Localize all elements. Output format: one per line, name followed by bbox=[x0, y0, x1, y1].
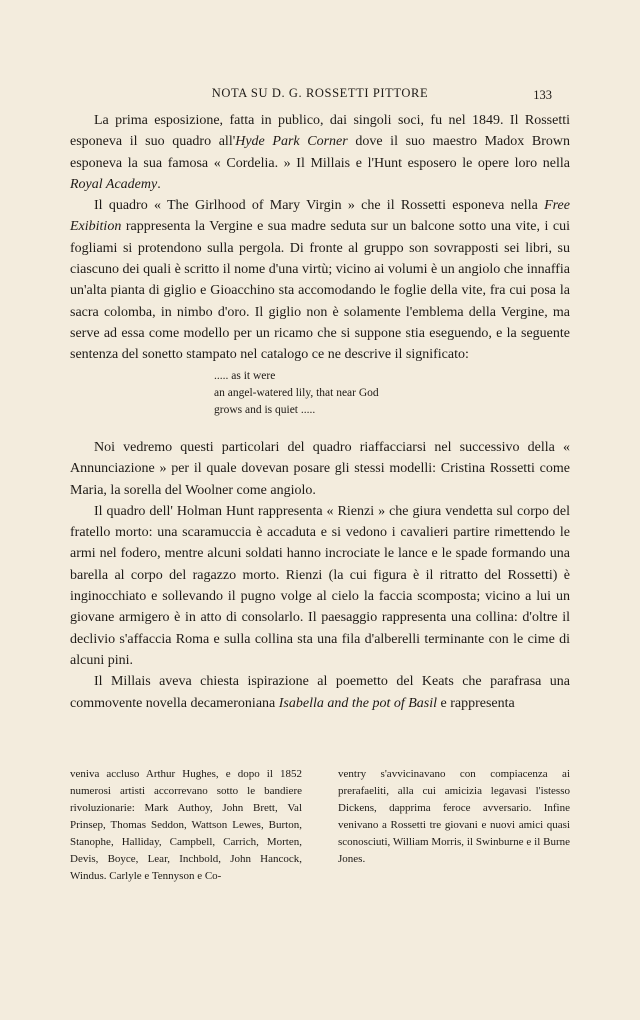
italic-title-hyde-park-corner: Hyde Park Corner bbox=[235, 134, 348, 150]
text-run: Il Millais aveva chiesta ispirazione al poemetto del Keats che parafrasa una commovente novella decameroniana bbox=[70, 674, 570, 711]
sonnet-quote bbox=[214, 368, 454, 419]
italic-title-royal-academy: Royal Academy bbox=[70, 176, 158, 192]
paragraph-first-exhibition bbox=[70, 110, 570, 195]
text-run: Il quadro « The Girlhood of Mary Virgin » che il Rossetti esponeva nella bbox=[94, 198, 545, 214]
footnotes bbox=[70, 766, 570, 885]
quote-line: an angel-watered lily, that near God bbox=[214, 387, 379, 399]
text-run: dove il suo maestro Madox Brown esponeva la sua famosa « Cordelia. » Il Millais e l'Hunt esposero le opere loro nella bbox=[70, 134, 571, 171]
footnote-text: veniva accluso Arthur Hughes, e dopo il 1852 numerosi artisti accorrevano sotto le bandiere rivoluzionarie: Mark Authoy, John Brett, Val Prinsep, Thomas Seddon, Wattson Lewes, Burton, Stanophe, Halliday, Campbell, Carrich, Morten, Devis, Boyce, Lear, Inchbold, John Hancock, Windus. Carlyle e Tennyson e Co- bbox=[70, 768, 302, 882]
text-run: . bbox=[157, 176, 161, 192]
page-number: 133 bbox=[533, 88, 552, 102]
quote-line: ..... as it were bbox=[214, 370, 276, 382]
footnote-column-left bbox=[70, 766, 302, 885]
main-text-bottom bbox=[70, 437, 570, 714]
main-text-top bbox=[70, 110, 570, 366]
paragraph-millais bbox=[70, 671, 570, 714]
text-run: La prima esposizione, fatta in publico, dai singoli soci, fu nel 1849. Il Rossetti esponeva il suo quadro all' bbox=[70, 113, 570, 150]
text-run: rappresenta la Vergine e sua madre seduta sur un balcone sotto una vite, i cui fogliami si protendono sulla pergola. Di fronte al gruppo son sovrapposti sei libri, su ciascuno dei quali è scritto il nome d'una virtù; vicino ai volumi è un angiolo che innaffia un'alta pianta di giglio e Gioacchino sta accomodando le foglie della vite, fra cui posa la sacra colomba, in nimbo d'oro. Il giglio non è solamente l'emblema della Vergine, ma serve ad essa come modello per un ricamo che si suppone stia eseguendo, e la seguente sentenza del sonetto stampato nel catalogo ce ne descrive il significato: bbox=[70, 219, 570, 363]
paragraph-rienzi: Il quadro dell' Holman Hunt rappresenta « Rienzi » che giura vendetta sul corpo del fratello morto: una scaramuccia è accaduta e si vedono i cavalieri partire rimettendo le armi nel fodero, mentre alcuni soldati hanno incrociate le lance e le spade formando una barella al corpo del ragazzo morto. Rienzi (la cui figura è il ritratto del Rossetti) è inginocchiato e sollevando il pugno volge al cielo la faccia scomposta; vicino a lui un giovane armigero è in atto di consolarlo. Il paesaggio rappresenta una collina: d'oltre il declivio s'affaccia Roma e sulla collina sta una fila d'alberelli terminante con le cime di alcuni pini. bbox=[70, 503, 570, 668]
running-title: NOTA SU D. G. ROSSETTI PITTORE bbox=[211, 86, 429, 100]
paragraph-girlhood-of-mary bbox=[70, 195, 570, 365]
footnote-text: ventry s'avvicinavano con compiacenza ai prerafaeliti, alla cui amicizia legavasi l'istesso Dickens, dapprima feroce avversario. Infine venivano a Rossetti tre giovani e nuovi amici quasi sconosciuti, William Morris, il Swinburne e il Burne Jones. bbox=[338, 768, 570, 865]
text-run: e rappresenta bbox=[437, 695, 515, 711]
footnote-column-right bbox=[338, 766, 570, 885]
paragraph-annunciazione: Noi vedremo questi particolari del quadro riaffacciarsi nel successivo della « Annunciazione » per il quale dovevan posare gli stessi modelli: Cristina Rossetti come Maria, la sorella del Woolner come angiolo. bbox=[70, 440, 570, 498]
italic-title-free-exibition: Free Exibition bbox=[70, 198, 570, 235]
italic-title-isabella: Isabella and the pot of Basil bbox=[278, 695, 438, 711]
quote-line: grows and is quiet ..... bbox=[214, 404, 316, 416]
